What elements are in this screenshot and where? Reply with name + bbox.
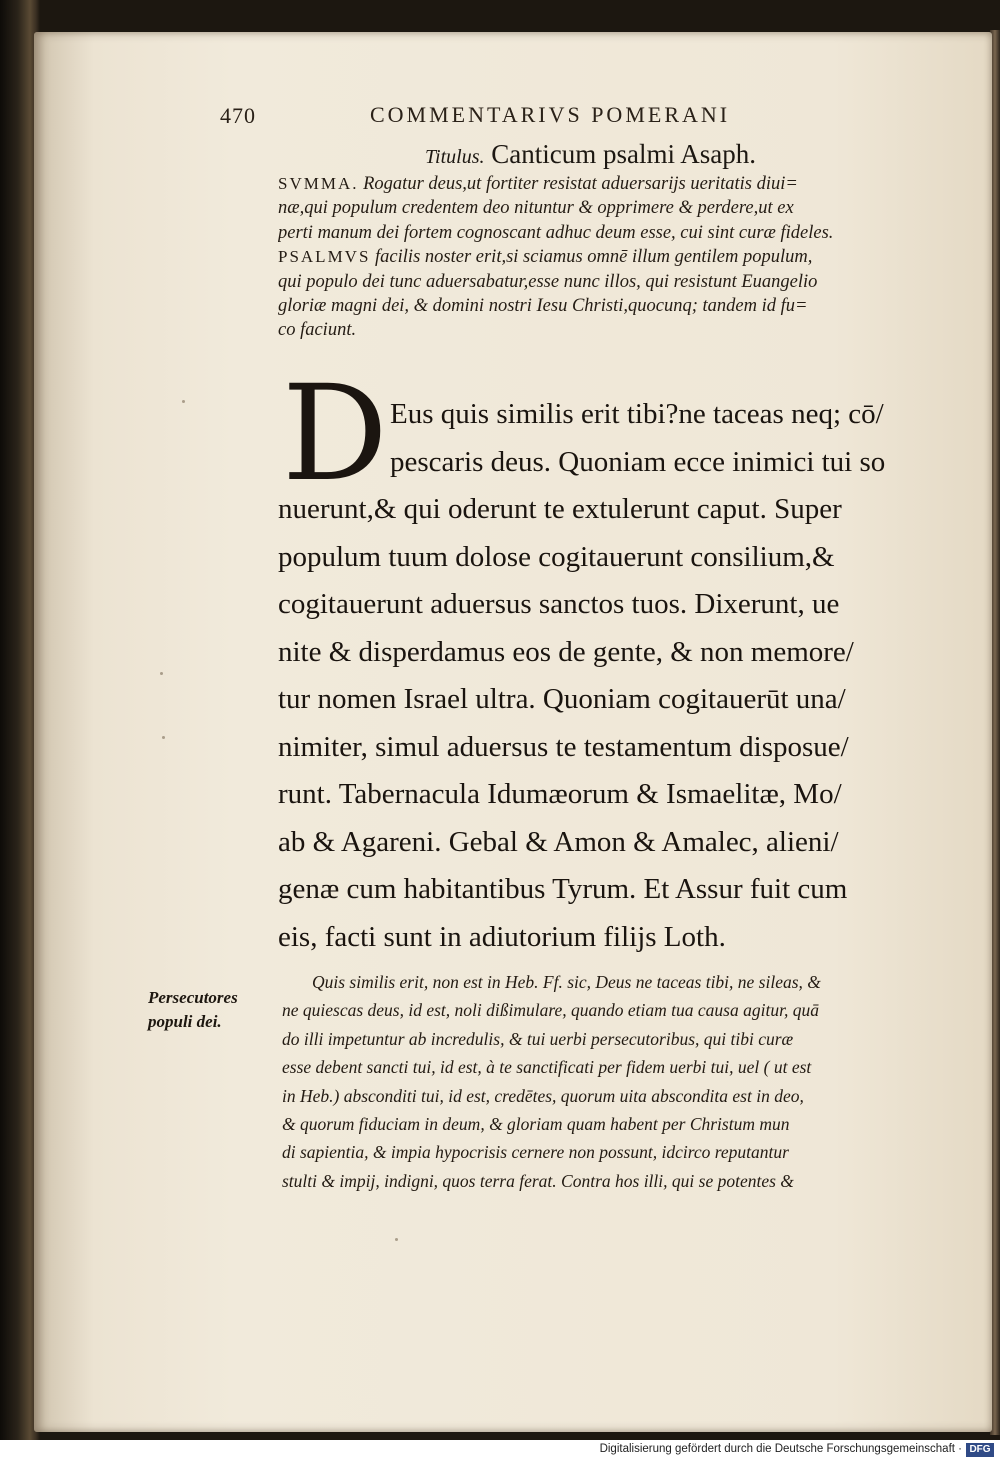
- psalm-line: Eus quis similis erit tibi?ne taceas neq; cō/: [390, 398, 884, 430]
- commentary-line: di sapientia, & impia hypocrisis cernere non possunt, idcirco reputantur: [282, 1142, 789, 1163]
- marginal-note-line: Persecutores: [148, 988, 238, 1007]
- commentary-block: [282, 968, 942, 1195]
- psalm-line: genæ cum habitantibus Tyrum. Et Assur fuit cum: [278, 873, 848, 905]
- psalm-line: tur nomen Israel ultra. Quoniam cogitauerūt una/: [278, 683, 846, 715]
- psalm-line: ab & Agareni. Gebal & Amon & Amalec, alieni/: [278, 825, 839, 858]
- commentary-line: stulti & impij, indigni, quos terra ferat. Contra hos illi, qui se potentes &: [282, 1170, 794, 1191]
- ink-speck: [182, 400, 185, 403]
- funding-notice: Digitalisierung gefördert durch die Deutsche Forschungsgemeinschaft ·: [599, 1443, 962, 1455]
- psalmus-label: PSALMVS: [278, 247, 371, 267]
- ink-speck: [395, 1238, 398, 1241]
- commentary-line: & quorum fiduciam in deum, & gloriam quam habent per Christum mun: [282, 1114, 790, 1135]
- psalm-title: [425, 139, 756, 170]
- psalm-line: nimiter, simul aduersus te testamentum disposue/: [278, 730, 849, 763]
- commentary-line: esse debent sancti tui, id est, à te sanctificati per fidem uerbi tui, uel ( ut est: [282, 1057, 812, 1078]
- psalm-line: nuerunt,& qui oderunt te extulerunt caput. Super: [278, 493, 842, 525]
- summary-block: [278, 172, 938, 343]
- commentary-line: in Heb.) absconditi tui, id est, credētes, quorum uita abscondita est in deo,: [282, 1085, 804, 1106]
- running-head: COMMENTARIVS POMERANI: [370, 102, 731, 127]
- summary-line: PSALMVS facilis noster erit,si sciamus omnē illum gentilem populum,: [278, 247, 813, 268]
- psalm-line: eis, facti sunt in adiutorium filijs Loth.: [278, 920, 726, 953]
- summary-line: gloriæ magni dei, & domini nostri Iesu Christi,quocunq; tandem id fu=: [278, 296, 808, 317]
- title-label: Titulus.: [425, 146, 485, 168]
- psalm-line: runt. Tabernacula Idumæorum & Ismaelitæ, Mo/: [278, 778, 842, 810]
- psalm-line: populum tuum dolose cogitauerunt consilium,&: [278, 540, 835, 573]
- dfg-logo: DFG: [966, 1443, 994, 1457]
- summary-label: SVMMA.: [278, 174, 359, 193]
- commentary-line: Quis similis erit, non est in Heb. Ff. sic, Deus ne taceas tibi, ne sileas, &: [312, 972, 821, 992]
- marginal-note: [148, 986, 268, 1034]
- psalm-text: [278, 391, 938, 961]
- psalm-line: nite & disperdamus eos de gente, & non memore/: [278, 635, 854, 668]
- psalm-line: cogitauerunt aduersus sanctos tuos. Dixerunt, ue: [278, 588, 840, 620]
- decorated-initial: D: [282, 378, 388, 488]
- commentary-line: do illi impetuntur ab incredulis, & tui uerbi persecutoribus, qui tibi curæ: [282, 1028, 794, 1049]
- ink-speck: [160, 672, 163, 675]
- summary-line: SVMMA. Rogatur deus,ut fortiter resistat aduersarijs ueritatis diui=: [278, 174, 798, 194]
- title-text: Canticum psalmi Asaph.: [491, 139, 756, 169]
- summary-line: perti manum dei fortem cognoscant adhuc deum esse, cui sint curæ fideles.: [278, 222, 834, 243]
- summary-line: næ,qui populum credentem deo nituntur & opprimere & perdere,ut ex: [278, 198, 794, 219]
- footer-bar: [0, 1440, 1000, 1462]
- summary-line: co faciunt.: [278, 320, 357, 341]
- summary-line: qui populo dei tunc aduersabatur,esse nunc illos, qui resistunt Euangelio: [278, 271, 818, 292]
- marginal-note-line: populi dei.: [148, 1012, 222, 1031]
- page-number: 470: [220, 103, 256, 128]
- commentary-line: ne quiescas deus, id est, noli dißimulare, quando etiam tua causa agitur, quā: [282, 1000, 819, 1021]
- psalm-line: pescaris deus. Quoniam ecce inimici tui so: [390, 445, 886, 478]
- ink-speck: [162, 736, 165, 739]
